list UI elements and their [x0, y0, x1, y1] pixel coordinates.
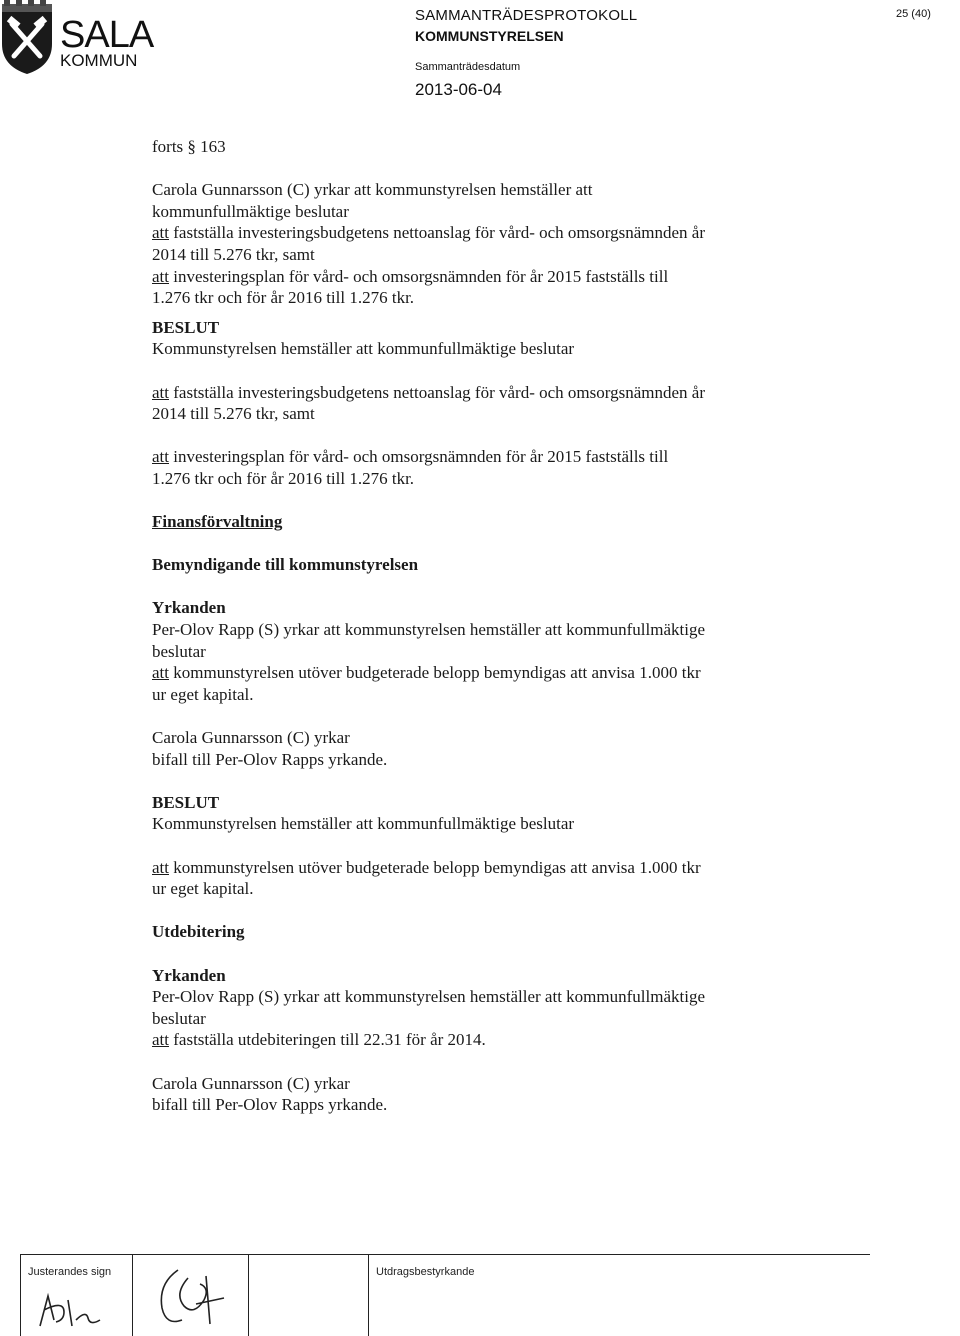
date-label: Sammanträdesdatum [415, 61, 521, 73]
decision-1: BESLUT Kommunstyrelsen hemställer att kommunfullmäktige beslutar att fastställa investeringsbudgetens nettoanslag för vård- och omsorgsnämnden år 2014 till 5.276 tkr, samt att investeringsplan för vård- och omsorgsnämnden för år 2015 fastställs till 1.276 tkr och för år 2016 till 1.276 tkr. [152, 317, 882, 490]
section-utdebitering: Utdebitering Yrkanden Per-Olov Rapp (S) yrkar att kommunstyrelsen hemställer att kommunfullmäktige beslutar att fastställa utdebiteringen till 22.31 för år 2014. Carola Gunnarsson (C) yrkar bifall till Per-Olov Rapps yrkande. [152, 921, 882, 1115]
section-bemyndigande: Bemyndigande till kommunstyrelsen Yrkanden Per-Olov Rapp (S) yrkar att kommunstyrelsen hemställer att kommunfullmäktige beslutar att kommunstyrelsen utöver budgeterade belopp bemyndigas att anvisa 1.000 tkr ur eget kapital. Carola Gunnarsson (C) yrkar bifall till Per-Olov Rapps yrkande. BESLUT Kommunstyrelsen hemställer att kommunfullmäktige beslutar att kommunstyrelsen utöver budgeterade belopp bemyndigas att anvisa 1.000 tkr ur eget kapital. [152, 554, 882, 900]
section-heading-finans: Finansförvaltning [152, 512, 283, 532]
page-number: 25 (40) [896, 8, 931, 20]
document-body [152, 136, 882, 1116]
subheading-bemyndigande: Bemyndigande till kommunstyrelsen [152, 555, 419, 575]
subheading-utdebitering: Utdebitering [152, 922, 245, 942]
meeting-date: 2013-06-04 [415, 80, 502, 99]
signature-icon [34, 1290, 124, 1332]
utdragsbestyrkande-label: Utdragsbestyrkande [376, 1266, 475, 1278]
sala-coat-of-arms-icon [0, 0, 58, 76]
motion-carola-1: Carola Gunnarsson (C) yrkar att kommunstyrelsen hemställer att kommunfullmäktige beslutar att fastställa investeringsbudgetens nettoanslag för vård- och omsorgsnämnden år 2014 till 5.276 tkr, samt att investeringsplan för vård- och omsorgsnämnden för år 2015 fastställs till 1.276 tkr och för år 2016 till 1.276 tkr. [152, 180, 705, 308]
org-subtitle: KOMMUN [60, 51, 138, 70]
org-name: SALA [60, 14, 154, 56]
decision-heading: BESLUT [152, 317, 220, 337]
logo [0, 0, 160, 80]
section-continuation: forts § 163 [152, 137, 226, 156]
board-name: KOMMUNSTYRELSEN [415, 28, 564, 44]
protocol-title: SAMMANTRÄDESPROTOKOLL [415, 7, 638, 24]
footer-signature-box [20, 1250, 870, 1336]
justerandes-sign-label: Justerandes sign [28, 1266, 112, 1278]
signature-icon [148, 1264, 238, 1334]
